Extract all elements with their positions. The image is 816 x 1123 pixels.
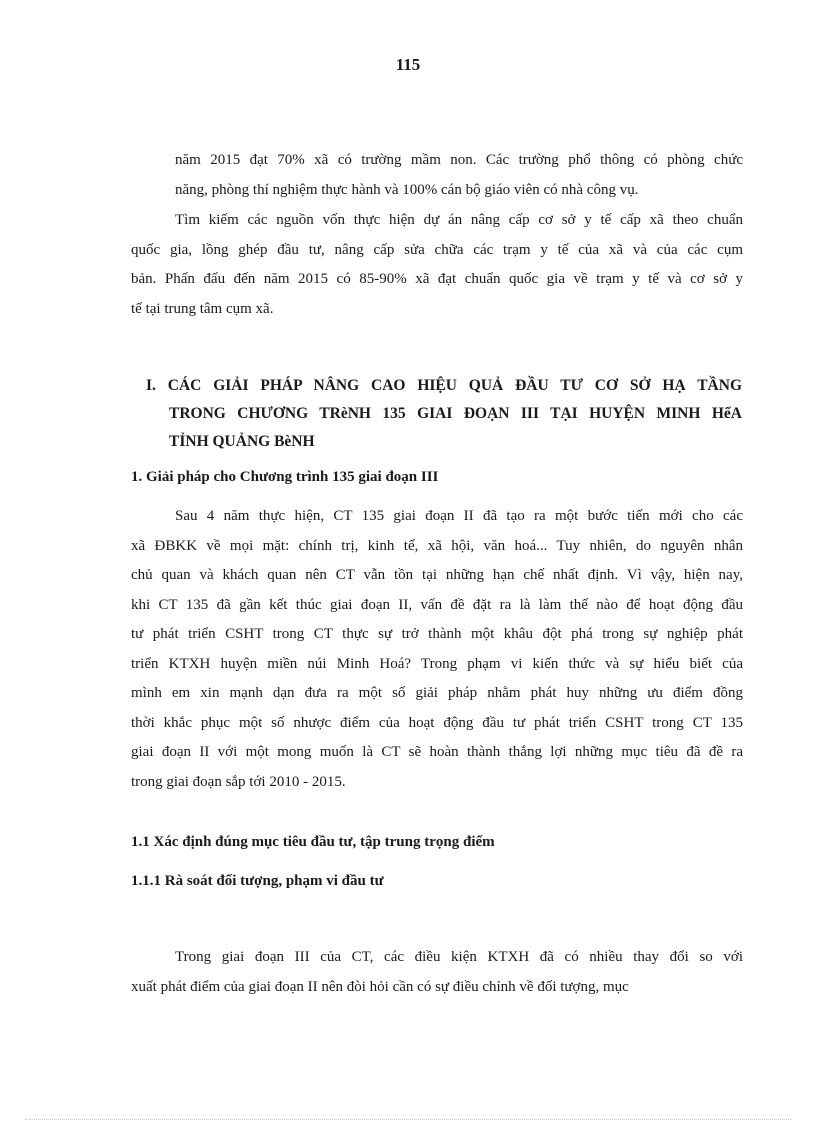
text-line: năng, phòng thí nghiệm thực hành và 100% cán bộ giáo viên có nhà công vụ. [175,181,639,198]
text-line: Tìm kiếm các nguồn vốn thực hiện dự án nâng cấp cơ sở y tế cấp xã theo chuẩn [175,212,743,228]
subsection-heading-1-1: 1.1 Xác định đúng mục tiêu đầu tư, tập trung trọng điểm [131,834,495,850]
text-line: năm 2015 đạt 70% xã có trường mầm non. Các trường phổ thông có phòng chức [175,152,743,168]
section-heading-line: I. CÁC GIẢI PHÁP NÂNG CAO HIỆU QUẢ ĐẦU TƯ CƠ SỞ HẠ TẦNG [146,377,742,394]
page-number: 115 [395,55,421,74]
section-heading-line: TRONG CHƯƠNG TRèNH 135 GIAI ĐOẠN III TẠI HUYỆN MINH HểA [169,405,742,422]
text-line: quốc gia, lồng ghép đầu tư, nâng cấp sửa chữa các trạm y tế của xã và của các cụm [131,241,743,258]
text-line: triển KTXH huyện miền núi Minh Hoá? Trong phạm vi kiến thức và sự hiểu biết của [131,655,743,672]
intro-paragraph-1 [131,146,743,205]
final-paragraph [131,943,743,1002]
subsection-heading-1-1-1: 1.1.1 Rà soát đối tượng, phạm vi đầu tư [131,873,384,889]
text-line: chủ quan và khách quan nên CT vẫn tồn tại những hạn chế nhất định. Vì vậy, hiện nay, [131,567,743,583]
text-line: trong giai đoạn sắp tới 2010 - 2015. [131,773,346,790]
section-heading-line: TỈNH QUẢNG BèNH [169,433,315,450]
subsection-heading-1: 1. Giải pháp cho Chương trình 135 giai đoạn III [131,469,439,485]
text-line: xã ĐBKK về mọi mặt: chính trị, kinh tế, xã hội, văn hoá... Tuy nhiên, do nguyên nhân [131,537,743,554]
text-line: tế tại trung tâm cụm xã. [131,300,274,317]
body-paragraph [131,502,743,797]
text-line: thời khắc phục một số nhược điểm của hoạt động đầu tư phát triển CSHT trong CT 135 [131,714,743,731]
text-line: Sau 4 năm thực hiện, CT 135 giai đoạn II đã tạo ra một bước tiến mới cho các [175,508,743,524]
text-line: giai đoạn II với một mong muốn là CT sẽ hoàn thành thắng lợi những mục tiêu đã đề ra [131,744,743,760]
text-line: mình em xin mạnh dạn đưa ra một số giải pháp nhằm phát huy những ưu điểm đồng [131,685,743,701]
text-line: bản. Phấn đấu đến năm 2015 có 85-90% xã đạt chuẩn quốc gia về trạm y tế và cơ sở y [131,271,743,287]
intro-paragraph-2 [131,206,743,324]
text-line: Trong giai đoạn III của CT, các điều kiện KTXH đã có nhiều thay đổi so với [175,949,743,965]
page-bottom-rule [25,1119,791,1120]
text-line: tư phát triển CSHT trong CT thực sự trở thành một khâu đột phá trong sự nghiệp phát [131,626,743,642]
text-line: khi CT 135 đã gần kết thúc giai đoạn II, vấn đề đặt ra là làm thế nào để hoạt động đầu [131,596,743,613]
section-heading [146,372,742,456]
text-line: xuất phát điểm của giai đoạn II nên đòi hỏi cần có sự điều chỉnh về đối tượng, mục [131,978,629,995]
